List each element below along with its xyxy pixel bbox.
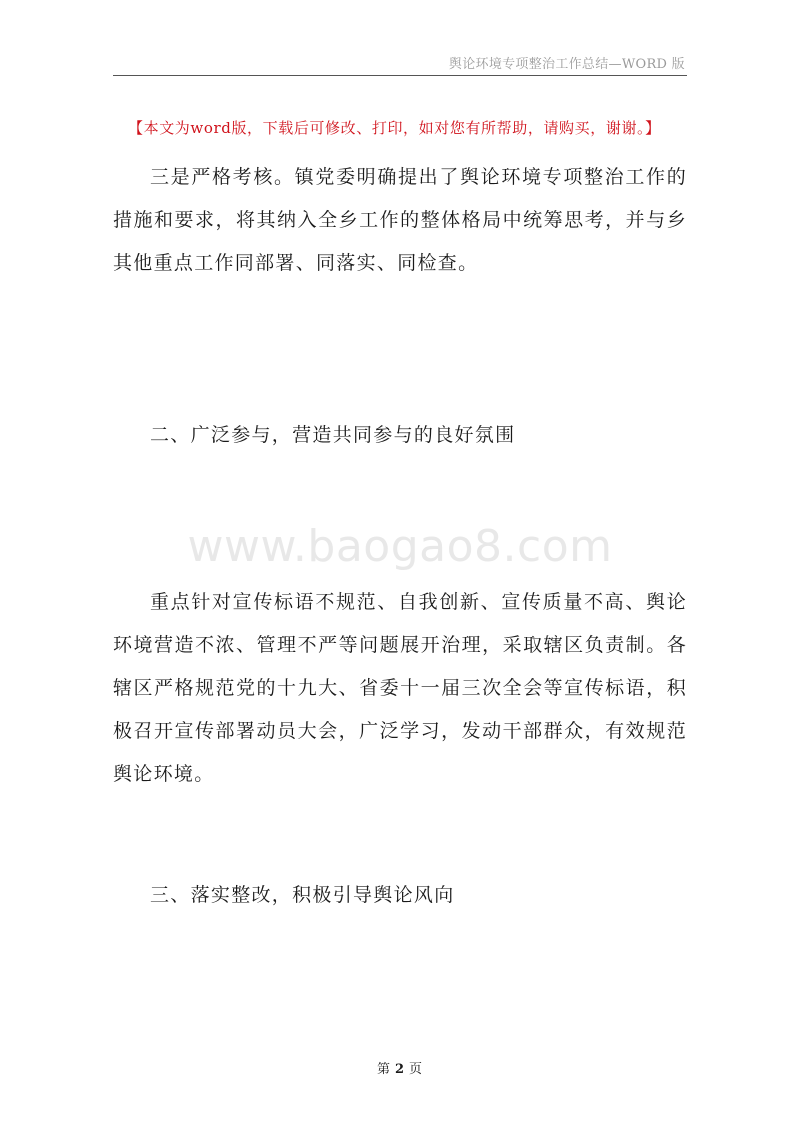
purchase-notice: 【本文为word版，下载后可修改、打印，如对您有所帮助，请购买，谢谢。】 xyxy=(128,119,661,137)
paragraph-key-governance: 重点针对宣传标语不规范、自我创新、宣传质量不高、舆论环境营造不浓、管理不严等问题展开治理，采取辖区负责制。各辖区严格规范党的十九大、省委十一届三次全会等宣传标语，积极召开宣传部署动员大会，广泛学习，发动干部群众，有效规范舆论环境。 xyxy=(113,591,687,785)
header-divider xyxy=(113,75,687,76)
header-title: 舆论环境专项整治工作总结—WORD 版 xyxy=(448,57,685,72)
watermark-text: www.baogao8.com xyxy=(187,521,613,572)
paragraph-strict-assessment: 三是严格考核。镇党委明确提出了舆论环境专项整治工作的措施和要求，将其纳入全乡工作的整体格局中统筹思考，并与乡其他重点工作同部署、同落实、同检查。 xyxy=(113,166,687,274)
section-heading-2: 二、广泛参与，营造共同参与的良好氛围 xyxy=(150,424,516,446)
footer-prefix: 第 xyxy=(376,1062,391,1077)
footer-suffix: 页 xyxy=(409,1062,424,1077)
page-footer xyxy=(0,1058,800,1077)
section-heading-3: 三、落实整改，积极引导舆论风向 xyxy=(150,884,455,906)
page-number: 2 xyxy=(394,1062,406,1077)
